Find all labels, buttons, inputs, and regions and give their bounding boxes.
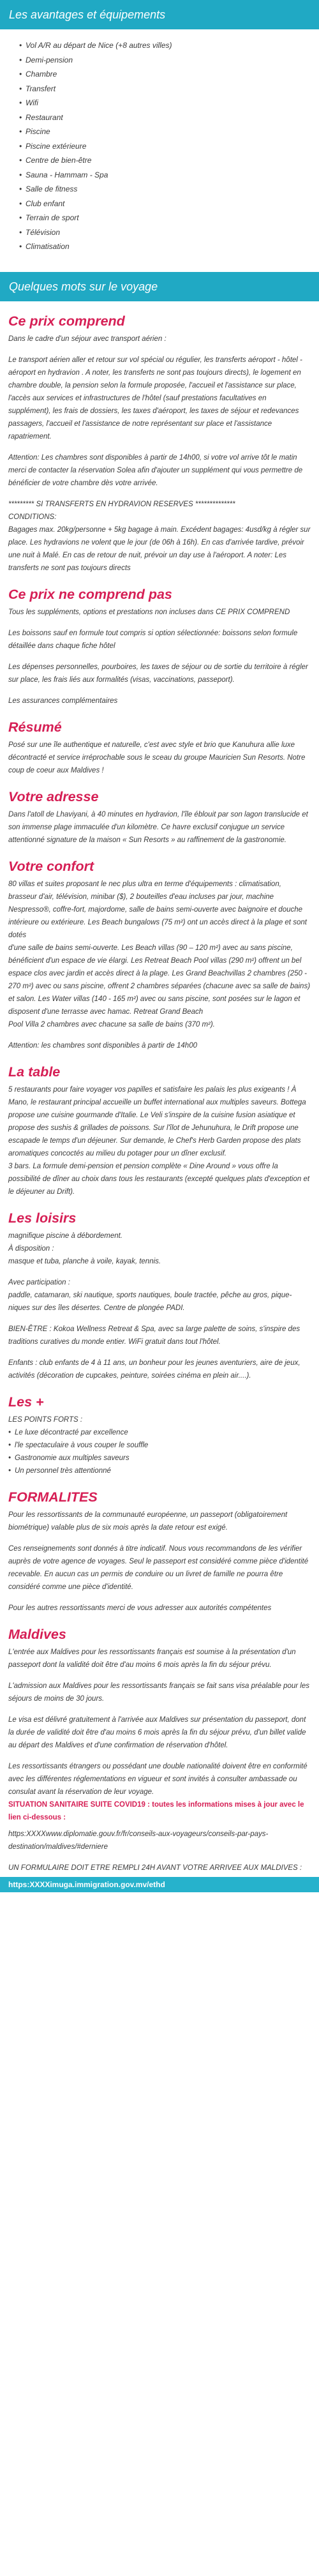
paragraph: Posé sur une île authentique et naturelle, c'est avec style et brio que Kanuhura allie luxe décontracté et service irréprochable sous le sceau du groupe Mauricien Sun Resorts. Notre coup de coeur aux Maldives ! [8,741,306,774]
heading-prix-comprend: Ce prix comprend [8,313,125,329]
paragraph: 3 bars. La formule demi-pension et pension complète « Dine Around » vous offre la possibilité de dîner au choix dans tous les restaurants (excepté quelques plats d'exception et le déjeuner au Drift). [8,1162,310,1196]
list-item: • Salle de fitness [19,182,319,197]
heading-formalites: FORMALITES [8,1489,98,1505]
paragraph: Le transport aérien aller et retour sur vol spécial ou régulier, les transferts aéroport - hôtel - aéroport en hydravion . A noter, les transferts ne sont pas toujours directs), le logement en chambre double, la pension selon la formule proposée, l'accueil et l'assistance sur place, l'accès aux services et infrastructures de l'hôtel (sauf prestations facultatives en supplément), les frais de dossiers, les taxes d'aéroport, les taxes de séjour et redevances passagers, l'accueil et l'assistance de notre représentant sur place et l'assistance rapatriement. [8,356,302,441]
paragraph: L'entrée aux Maldives pour les ressortissants français est soumise à la présentation d'un passeport dont la validité doit être d'au moins 6 mois après la fin du séjour prévu. [8,1648,296,1669]
paragraph: paddle, catamaran, ski nautique, sports nautiques, boule tractée, pêche au gros, pique-niques sur des îles désertes. Centre de plongée PADI. [8,1291,292,1312]
paragraph: Les boissons sauf en formule tout compris si option sélectionnée: boissons selon formule détaillée dans chaque fiche hôtel [8,629,298,650]
paragraph: Pool Villa 2 chambres avec chacune sa salle de bains (370 m²). [8,1020,215,1028]
heading-loisirs: Les loisirs [8,1210,77,1226]
paragraph: UN FORMULAIRE DOIT ETRE REMPLI 24H AVANT VOTRE ARRIVEE AUX MALDIVES : [8,1864,302,1872]
paragraph: Pour les ressortissants de la communauté européenne, un passeport (obligatoirement biométrique) valable plus de six mois après la date retour est exigé. [8,1510,288,1532]
paragraph: Bagages max. 20kg/personne + 5kg bagage à main. Excédent bagages: 4usd/kg à régler sur place. Les hydravions ne volent que le jour (de 06h à 16h). En cas d'arrivée tardive, prévoir une nuit à Malé. En cas de retour de nuit, prévoir un day use à l'aéroport. A noter: Les transferts ne sont pas toujours directs [8,525,311,572]
section-title: Quelques mots sur le voyage [9,280,158,293]
voyage-content [0,313,319,1874]
list-item: • Restaurant [19,110,319,125]
heading-resume: Résumé [8,719,62,735]
paragraph: Le visa est délivré gratuitement à l'arrivée aux Maldives sur présentation du passeport, dont la durée de validité doit être d'au moins 6 mois après la fin du séjour prévu, d'un billet valide au départ des Maldives et d'une confirmation de réservation d'hôtel. [8,1715,306,1749]
paragraph: Les dépenses personnelles, pourboires, les taxes de séjour ou de sortie du territoire à régler sur place, les frais liés aux formalités (visas, vaccinations, passeport). [8,663,308,684]
paragraph: ********* SI TRANSFERTS EN HYDRAVION RESERVES ************** [8,500,235,508]
list-item: • Club enfant [19,197,319,211]
heading-adresse: Votre adresse [8,788,99,804]
heading-plus: Les + [8,1394,44,1410]
equipment-list [0,29,319,254]
section-title: Les avantages et équipements [9,8,166,21]
list-item: • Transfert [19,82,319,96]
paragraph: BIEN-ÊTRE : Kokoa Wellness Retreat & Spa, avec sa large palette de soins, s'inspire des traditions curatives du monde entier. WiFi gratuit dans tout l'hôtel. [8,1325,300,1346]
paragraph: 80 villas et suites proposant le nec plus ultra en terme d'équipements : climatisation, brasseur d'air, télévision, minibar ($), 2 bouteilles d'eau incluses par jour, machine Nespresso®, coffre-fort, majordome, salle de bains semi-ouverte avec baignoire et douche intérieure ou extérieure. Les Beach bungalows (75 m²) ont un accès direct à la plage et sont dotés [8,880,307,939]
paragraph: Dans le cadre d'un séjour avec transport aérien : [8,335,167,343]
paragraph: Attention: Les chambres sont disponibles à partir de 14h00, si votre vol arrive tôt le matin merci de contacter la réservation Solea afin d'ajouter un supplément qui vous permettre de bénéficier de votre chambre dès votre arrivée. [8,453,303,487]
paragraph: masque et tuba, planche à voile, kayak, tennis. [8,1257,161,1265]
covid-notice: SITUATION SANITAIRE SUITE COVID19 : toutes les informations mises à jour avec le lien ci-dessous : [8,1800,304,1821]
points-forts-label: LES POINTS FORTS : [8,1415,83,1424]
points-forts-list [8,1426,311,1477]
immigration-link[interactable]: https:XXXXimuga.immigration.gov.mv/ethd [8,1879,165,1889]
list-item: • Sauna - Hammam - Spa [19,168,319,183]
heading-prix-ne-comprend: Ce prix ne comprend pas [8,586,172,602]
paragraph: Ces renseignements sont donnés à titre indicatif. Nous vous recommandons de les vérifier auprès de votre agence de voyages. Seul le passeport est considéré comme pièce d'identité recevable. En aucun cas un permis de conduire ou un livret de famille ne pourra être considéré comme une pièce d'identité. [8,1544,309,1591]
paragraph: Pour les autres ressortissants merci de vous adresser aux autorités compétentes [8,1604,272,1612]
list-item: • Climatisation [19,239,319,254]
paragraph: À disposition : [8,1244,54,1253]
footer-bar [0,1877,319,1892]
list-item: • Chambre [19,67,319,82]
heading-maldives: Maldives [8,1626,66,1642]
paragraph: Tous les suppléments, options et prestations non incluses dans CE PRIX COMPREND [8,608,290,616]
list-item: • Demi-pension [19,53,319,68]
paragraph: Les ressortissants étrangers ou possédant une double nationalité doivent être en conformité avec les différentes réglementations en vigueur et sont invités à consulter ambassade ou consulat avant la réservation de leur voyage. [8,1762,308,1796]
heading-table: La table [8,1064,61,1080]
paragraph: Enfants : club enfants de 4 à 11 ans, un bonheur pour les jeunes aventuriers, aire de jeux, activités (décoration de cupcakes, peinture, soirées cinéma en plein air....). [8,1359,300,1380]
paragraph: magnifique piscine à débordement. [8,1232,123,1240]
section-header-equipements [0,0,319,29]
list-item: • Un personnel très attentionné [8,1465,311,1477]
paragraph: 5 restaurants pour faire voyager vos papilles et satisfaire les palais les plus exigeants ! À Mano, le restaurant principal accueille un buffet international aux multiples saveurs. Bottega propose une cuisine gourmande d'Italie. Le Veli s'inspire de la cuisine fusion asiatique et propose des sushis & grillades de poissons. Sur l'îlot de Jehunuhura, le Drift propose une escapade le temps d'un déjeuner. Sur demande, le Chef's Herb Garden propose des plats aromatiques concoctés au milieu du potager pour un dîner exclusif. [8,1085,306,1157]
paragraph: Attention: les chambres sont disponibles à partir de 14h00 [8,1041,197,1050]
list-item: • Gastronomie aux multiples saveurs [8,1452,311,1465]
list-item: • Centre de bien-être [19,153,319,168]
paragraph: L'admission aux Maldives pour les ressortissants français se fait sans visa préalable pour les séjours de moins de 30 jours. [8,1682,309,1703]
list-item: • Terrain de sport [19,211,319,225]
heading-confort: Votre confort [8,858,94,874]
diplomatie-link[interactable]: https:XXXXwww.diplomatie.gouv.fr/fr/conseils-aux-voyageurs/conseils-par-pays-destination/maldives/#derniere [8,1830,269,1851]
list-item: • Le luxe décontracté par excellence [8,1426,311,1439]
list-item: • Wifi [19,96,319,110]
section-header-voyage [0,272,319,301]
paragraph: CONDITIONS: [8,513,57,521]
paragraph: Avec participation : [8,1278,70,1286]
list-item: • l'le spectaculaire à vous couper le souffle [8,1439,311,1452]
list-item: • Piscine extérieure [19,139,319,154]
list-item: • Piscine [19,124,319,139]
paragraph: Les assurances complémentaires [8,697,118,705]
list-item: • Télévision [19,225,319,240]
list-item: • Vol A/R au départ de Nice (+8 autres villes) [19,38,319,53]
paragraph: Dans l'atoll de Lhaviyani, à 40 minutes en hydravion, l'île éblouit par son lagon translucide et son immense plage immaculée d'un kilomètre. Ce havre exclusif conjugue un service attentionné signature de la maison « Sun Resorts » au raffinement de la gastronomie. [8,810,308,844]
paragraph: d'une salle de bains semi-ouverte. Les Beach villas (90 – 120 m²) avec au sans piscine, bénéficient d'un espace de vie élargi. Les Retreat Beach Pool villas (290 m²) offrent un bel espace clos avec jardin et accès direct à la plage. Les Grand Beachvillas 2 chambres (250 - 270 m²) avec ou sans piscine, offrent 2 chambres séparées (chacune avec sa salle de bains) et salon. Les Water villas (140 - 165 m²) avec ou sans piscine, sont posées sur le lagon et disposent d'une terrasse avec hamac. Retreat Grand Beach [8,944,311,1016]
